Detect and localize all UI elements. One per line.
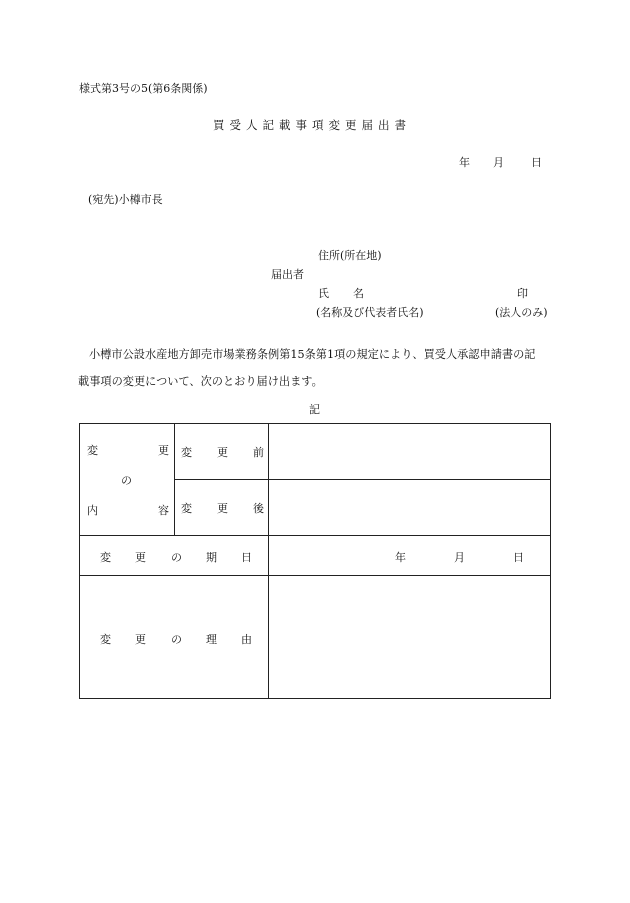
period-day: 日 — [513, 551, 524, 564]
after-value-cell[interactable] — [269, 480, 551, 536]
period-year: 年 — [395, 551, 406, 564]
reason-label-a: 変 — [100, 633, 111, 646]
after-label-b: 更 — [217, 502, 228, 515]
before-label-cell — [175, 424, 269, 480]
after-label-a: 変 — [181, 502, 192, 515]
reason-label-b: 更 — [135, 633, 146, 646]
content-label-cell — [80, 424, 175, 536]
reason-value-cell[interactable] — [269, 576, 551, 699]
body-text-line-1: 小樽市公設水産地方卸売市場業務条例第15条第1項の規定により、買受人承認申請書の記 — [89, 348, 536, 361]
address-label: 住所(所在地) — [318, 249, 382, 262]
reason-label-e: 由 — [241, 633, 252, 646]
ki-label: 記 — [309, 403, 320, 416]
before-value-cell[interactable] — [269, 424, 551, 480]
content-label-d: 内 — [87, 504, 98, 517]
before-label-c: 前 — [253, 446, 264, 459]
period-label-e: 日 — [241, 551, 252, 564]
period-month: 月 — [454, 551, 465, 564]
change-table — [79, 423, 551, 699]
reason-label-d: 理 — [206, 633, 217, 646]
period-label-d: 期 — [206, 551, 217, 564]
name-label-1: 氏 — [318, 287, 329, 300]
before-label-b: 更 — [217, 446, 228, 459]
content-label-b: 更 — [158, 444, 169, 457]
content-label-c: の — [121, 474, 132, 487]
content-label-e: 容 — [158, 504, 169, 517]
period-label-c: の — [171, 551, 182, 564]
reason-label-cell — [80, 576, 269, 699]
after-label-cell — [175, 480, 269, 536]
reason-label-c: の — [171, 633, 182, 646]
addressee: (宛先)小樽市長 — [88, 193, 163, 206]
seal-label: 印 — [517, 287, 528, 300]
date-month: 月 — [493, 156, 504, 169]
period-label-cell — [80, 536, 269, 576]
applicant-label: 届出者 — [271, 268, 304, 281]
after-label-c: 後 — [253, 502, 264, 515]
body-text-line-2: 載事項の変更について、次のとおり届け出ます。 — [78, 375, 323, 388]
name-note: (名称及び代表者氏名) — [316, 306, 424, 319]
period-value-cell[interactable] — [269, 536, 551, 576]
date-day: 日 — [531, 156, 542, 169]
period-label-b: 更 — [135, 551, 146, 564]
document-title: 買受人記載事項変更届出書 — [213, 118, 411, 132]
date-year: 年 — [459, 156, 470, 169]
content-label-a: 変 — [87, 444, 98, 457]
form-number: 様式第3号の5(第6条関係) — [79, 82, 208, 95]
name-label-2: 名 — [353, 287, 364, 300]
before-label-a: 変 — [181, 446, 192, 459]
seal-note: (法人のみ) — [495, 306, 548, 319]
period-label-a: 変 — [100, 551, 111, 564]
